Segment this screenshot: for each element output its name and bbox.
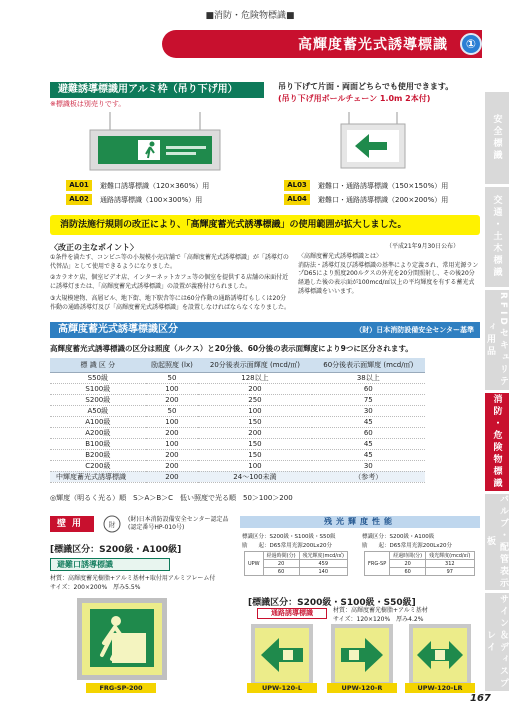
table-cell: 30 xyxy=(312,460,425,471)
table-cell: （参考） xyxy=(312,471,425,482)
certification-line-1: (財)日本消防設備安全センター認定品 xyxy=(128,516,229,523)
table-row xyxy=(50,427,425,438)
product-desc-al04: 避難口・通路誘導標識（200×200%）用 xyxy=(318,196,449,204)
section-description-chain: (吊り下げ用ボールチェーン 1.0m 2本付) xyxy=(278,94,431,103)
page-title: 高輝度蓄光式誘導標識 xyxy=(298,37,448,53)
revision-title: 〈改正の主なポイント〉 xyxy=(50,243,138,252)
table-cell: S50級 xyxy=(50,372,146,383)
left-perf-class: 標識区分：S200級・S100級・S50級 xyxy=(242,534,336,540)
side-tab-safety[interactable]: 安全標識 xyxy=(485,92,509,184)
table-cell: 60 xyxy=(390,568,426,576)
right-arrow-sign-image xyxy=(331,624,393,686)
left-perf-table xyxy=(244,551,348,576)
page-number: 167 xyxy=(470,693,491,704)
table-cell: 20 xyxy=(390,560,426,568)
revision-date: （平成21年9月30日公布） xyxy=(386,243,460,250)
right-table-head-2: 残光輝度(mcd/㎡) xyxy=(426,552,474,560)
table-cell: 100 xyxy=(198,460,311,471)
col-header-60min: 60分後表示面輝度 (mcd/㎡) xyxy=(312,358,425,372)
table-header-row xyxy=(50,358,425,372)
caption-upw-120-r: UPW-120-R xyxy=(327,683,397,693)
section-title-frame: 避難誘導標識用アルミ枠（吊り下げ用） xyxy=(50,82,264,98)
col-header-class: 標 識 区 分 xyxy=(50,358,146,372)
product-desc-al03: 避難口・通路誘導標識（150×150%）用 xyxy=(318,182,449,190)
table-cell: 200 xyxy=(198,383,311,394)
left-table-head-1: 経過時間(分) xyxy=(263,552,299,560)
wall-sign-size: サイズ：200×200% 厚み5.5% xyxy=(50,584,141,591)
table-cell: 75 xyxy=(312,394,425,405)
s200-size: サイズ：120×120% 厚み4.2% xyxy=(333,616,424,623)
emergency-exit-sign-image xyxy=(77,598,167,680)
table-cell: 200 xyxy=(146,449,199,460)
table-cell: 20 xyxy=(263,560,299,568)
table-cell: 24〜100未満 xyxy=(198,471,311,482)
caption-upw-120-lr: UPW-120-LR xyxy=(405,683,475,693)
table-cell: 50 xyxy=(146,405,199,416)
section-description: 吊り下げて片面・両面どちらでも使用できます。 xyxy=(278,82,454,91)
table-cell: B100級 xyxy=(50,438,146,449)
title-number-badge: ① xyxy=(460,33,482,55)
performance-header: 残光輝度性能 xyxy=(240,516,480,528)
table-cell: 45 xyxy=(312,449,425,460)
table-cell: 140 xyxy=(299,568,347,576)
right-perf-table xyxy=(364,551,475,576)
s200-class: [標識区分：S200級・S100級・S50級] xyxy=(248,598,416,608)
certification-text xyxy=(128,516,228,532)
left-table-label: UPW xyxy=(245,552,264,576)
revision-point-3: ③大規模建物、高層ビル、地下街、地下駅舎等には60分作動の通路誘導灯もしくは20分作動の通路誘導灯及び「高輝度蓄光式誘導標識」を設置しなければならなくなりました。 xyxy=(50,295,291,311)
left-table-head-2: 残光輝度(mcd/㎡) xyxy=(299,552,347,560)
product-code-al04: AL04 xyxy=(284,194,310,205)
category-header: ■消防・危険物標識■ xyxy=(205,11,295,21)
table-row xyxy=(50,438,425,449)
table-cell: B200級 xyxy=(50,449,146,460)
classification-org: （財）日本消防設備安全センター基準 xyxy=(355,326,474,334)
right-table-head-1: 経過時間(分) xyxy=(390,552,426,560)
table-cell: 100 xyxy=(198,405,311,416)
revision-point-2: ②カラオケ店、個室ビデオ店、インターネットカフェ等の個室を提供する店舗の床面付近に誘導灯または、「高輝度蓄光式誘導標識」の設置が義務付けられました。 xyxy=(50,274,289,290)
section-note: ※標識板は別売りです。 xyxy=(50,100,126,108)
product-code-al03: AL03 xyxy=(284,180,310,191)
wall-sign-type: 避難口誘導標識 xyxy=(50,558,170,571)
side-tab-valve[interactable]: バルブ・配管表示板 xyxy=(485,494,508,590)
table-row xyxy=(50,383,425,394)
table-cell: 312 xyxy=(426,560,474,568)
table-row xyxy=(50,372,425,383)
s200-material: 材質：高輝度蓄光樹脂+アルミ基材 xyxy=(333,607,428,614)
table-row xyxy=(50,460,425,471)
table-cell: 128以上 xyxy=(198,372,311,383)
s200-type: 通路誘導標識 xyxy=(257,608,327,619)
table-cell: 45 xyxy=(312,438,425,449)
definition-text: 消防法・誘導灯及び誘導標識の基準により定義され、常用光源ランプD65により照度200ルクスの外光を20分間照射し、その後20分経過した後の表示面が100mcd/㎡以上の平均輝度を有する蓄光式誘導標識をいいます。 xyxy=(298,261,479,295)
caption-upw-120-l: UPW-120-L xyxy=(247,683,317,693)
table-cell: 38以上 xyxy=(312,372,425,383)
table-cell: S200級 xyxy=(50,394,146,405)
side-tab-sign[interactable]: サイン＆ディスプレイ xyxy=(485,594,508,690)
grade-table xyxy=(50,358,425,483)
table-cell: 60 xyxy=(312,383,425,394)
table-row xyxy=(50,449,425,460)
table-row xyxy=(50,471,425,482)
table-cell: A200級 xyxy=(50,427,146,438)
wall-sign-material: 材質：高輝度蓄光樹脂+アルミ基材+取付用アルミフレーム付 xyxy=(50,575,216,582)
product-code-al01: AL01 xyxy=(66,180,92,191)
table-cell: 中輝度蓄光式誘導標識 xyxy=(50,471,146,482)
classification-title: 高輝度蓄光式誘導標識区分 xyxy=(58,324,178,335)
table-cell: 100 xyxy=(146,383,199,394)
table-cell: 200 xyxy=(146,471,199,482)
table-cell: C200級 xyxy=(50,460,146,471)
table-cell: 150 xyxy=(198,438,311,449)
table-row xyxy=(50,416,425,427)
table-cell: 200 xyxy=(198,427,311,438)
side-tab-traffic[interactable]: 交通・土木標識 xyxy=(485,187,509,287)
right-table-label: FRG-SP xyxy=(365,552,390,576)
certification-line-2: (認定番号HP-010号) xyxy=(128,523,185,531)
product-code-al02: AL02 xyxy=(66,194,92,205)
classification-header xyxy=(50,322,480,338)
table-cell: 150 xyxy=(198,416,311,427)
certification-mark-icon xyxy=(100,515,124,533)
side-tab-fire[interactable]: 消防・危険物標識 xyxy=(485,393,509,491)
hanging-sign-photo-square xyxy=(335,112,411,176)
regulation-notice: 消防法施行規則の改正により、「高輝度蓄光式誘導標識」の使用範囲が拡大しました。 xyxy=(50,215,480,235)
table-cell: S100級 xyxy=(50,383,146,394)
table-cell: 60 xyxy=(312,427,425,438)
table-cell: A50級 xyxy=(50,405,146,416)
svg-text:財: 財 xyxy=(108,521,116,529)
product-desc-al01: 避難口誘導標識（120×360%）用 xyxy=(100,182,210,190)
table-row xyxy=(50,394,425,405)
left-arrow-sign-image xyxy=(251,624,313,686)
caption-frg-sp-200: FRG-SP-200 xyxy=(86,683,156,693)
hanging-sign-photo-wide xyxy=(80,112,230,176)
product-desc-al02: 通路誘導標識（100×300%）用 xyxy=(100,196,203,204)
definition-title: 〈高輝度蓄光式誘導標識とは〉 xyxy=(298,253,383,260)
table-cell: A100級 xyxy=(50,416,146,427)
side-tab-security[interactable]: RFIDセキュリティ用品 xyxy=(485,290,509,390)
table-cell: 150 xyxy=(198,449,311,460)
table-cell: 60 xyxy=(263,568,299,576)
table-cell: 97 xyxy=(426,568,474,576)
table-row xyxy=(50,405,425,416)
col-header-lux: 励起照度 (lx) xyxy=(146,358,199,372)
classification-description: 高輝度蓄光式誘導標識の区分は照度（ルクス）と20分後、60分後の表示面輝度により9つに区分されます。 xyxy=(50,344,413,353)
col-header-20min: 20分後表示面輝度 (mcd/㎡) xyxy=(198,358,311,372)
table-cell: 45 xyxy=(312,416,425,427)
wall-sign-class: [標識区分：S200級・A100級] xyxy=(50,545,182,555)
table-cell: 250 xyxy=(198,394,311,405)
table-cell: 30 xyxy=(312,405,425,416)
double-arrow-sign-image xyxy=(409,624,471,686)
table-cell: 200 xyxy=(146,427,199,438)
table-cell: 459 xyxy=(299,560,347,568)
title-bar xyxy=(162,30,482,58)
right-perf-class: 標識区分：S200級・A100級 xyxy=(362,534,435,540)
definition-box xyxy=(298,253,480,296)
revision-point-1: ①条件を満たす、コンビニ等の小規模小売店舗で「高輝度蓄光式誘導標識」が「誘導灯の代替品」として使用できるようになりました。 xyxy=(50,254,289,270)
table-cell: 100 xyxy=(146,438,199,449)
table-cell: 50 xyxy=(146,372,199,383)
left-perf-excite: 励 起：D65常用光源200Lx20分 xyxy=(242,543,333,549)
table-cell: 200 xyxy=(146,394,199,405)
table-cell: 100 xyxy=(146,416,199,427)
table-note: ◎輝度（明るく光る）順 S＞A＞B＞C 低い照度で光る順 50＞100＞200 xyxy=(50,494,293,502)
wall-label: 壁用 xyxy=(50,516,94,532)
table-cell: 200 xyxy=(146,460,199,471)
right-perf-excite: 励 起：D65常用光源200Lx20分 xyxy=(362,543,453,549)
